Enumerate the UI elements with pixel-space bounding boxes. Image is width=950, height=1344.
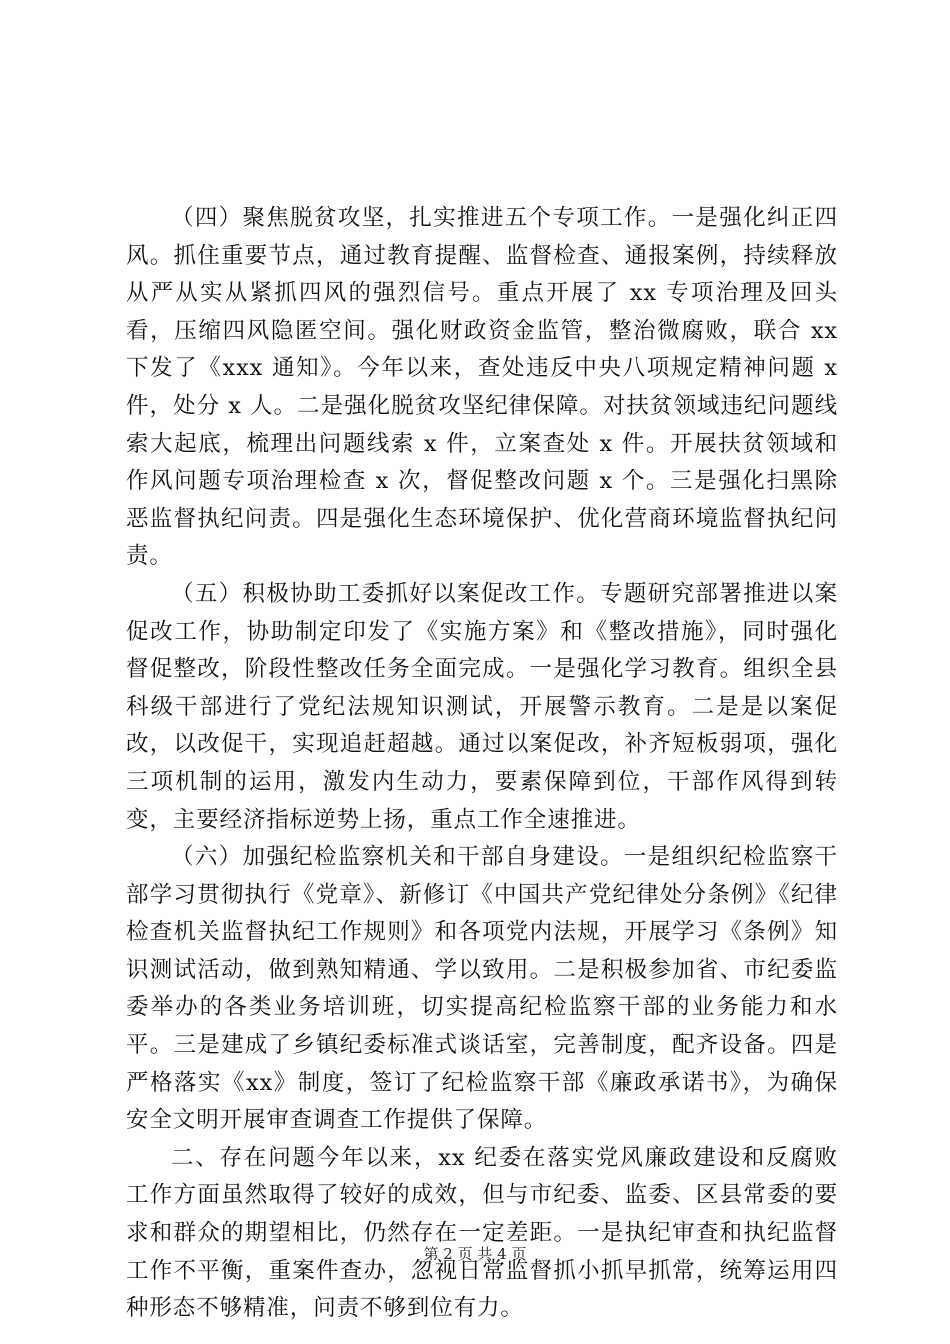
document-body xyxy=(126,200,838,1328)
paragraph-section-four: （四）聚焦脱贫攻坚，扎实推进五个专项工作。一是强化纠正四风。抓住重要节点，通过教育提醒、监督检查、通报案例，持续释放从严从实从紧抓四风的强烈信号。重点开展了 xx 专项治理及回头看，压缩四风隐匿空间。强化财政资金监管，整治微腐败，联合 xx 下发了《xxx 通知》。今年以来，查处违反中央八项规定精神问题 x 件，处分 x 人。二是强化脱贫攻坚纪律保障。对扶贫领域违纪问题线索大起底，梳理出问题线索 x 件，立案查处 x 件。开展扶贫领域和作风问题专项治理检查 x 次，督促整改问题 x 个。三是强化扫黑除恶监督执纪问责。四是强化生态环境保护、优化营商环境监督执纪问责。 xyxy=(126,205,838,570)
page-number-footer: 第 2 页 共 4 页 xyxy=(423,1245,527,1263)
paragraph-existing-problems: 二、存在问题今年以来，xx 纪委在落实党风廉政建设和反腐败工作方面虽然取得了较好的成效，但与市纪委、监委、区县常委的要求和群众的期望相比，仍然存在一定差距。一是执纪审查和执纪监督工作不平衡，重案件查办，忽视日常监督抓小抓早抓常，统筹运用四种形态不够精准，问责不够到位有力。 xyxy=(126,1144,838,1322)
paragraph-section-five: （五）积极协助工委抓好以案促改工作。专题研究部署推进以案促改工作，协助制定印发了《实施方案》和《整改措施》，同时强化督促整改，阶段性整改任务全面完成。一是强化学习教育。组织全县科级干部进行了党纪法规知识测试，开展警示教育。二是是以案促改，以改促干，实现追赶超越。通过以案促改，补齐短板弱项，强化三项机制的运用，激发内生动力，要素保障到位，干部作风得到转变，主要经济指标逆势上扬，重点工作全速推进。 xyxy=(126,580,838,833)
paragraph-section-six: （六）加强纪检监察机关和干部自身建设。一是组织纪检监察干部学习贯彻执行《党章》、新修订《中国共产党纪律处分条例》《纪律检查机关监督执纪工作规则》和各项党内法规，开展学习《条例》知识测试活动，做到熟知精通、学以致用。二是积极参加省、市纪委监委举办的各类业务培训班，切实提高纪检监察干部的业务能力和水平。三是建成了乡镇纪委标准式谈话室，完善制度，配齐设备。四是严格落实《xx》制度，签订了纪检监察干部《廉政承诺书》，为确保安全文明开展审查调查工作提供了保障。 xyxy=(126,844,838,1134)
